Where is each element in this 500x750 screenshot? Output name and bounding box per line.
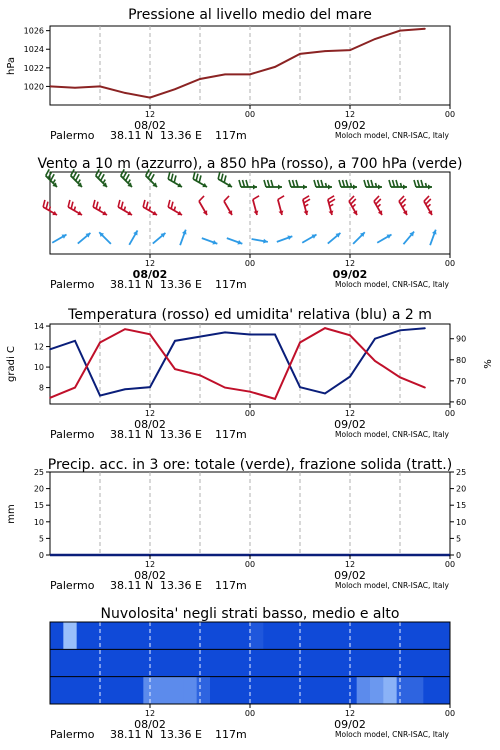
x-tick-label: 12 xyxy=(344,560,356,569)
wind-barb xyxy=(118,200,132,215)
cloud-cell xyxy=(197,649,211,677)
cloud-cell xyxy=(250,649,264,677)
cloud-cell xyxy=(330,649,344,677)
cloud-cell xyxy=(317,622,331,650)
wind-barb xyxy=(302,235,316,243)
data-point xyxy=(124,328,126,330)
cloud-cell xyxy=(370,677,384,705)
cloud-cell xyxy=(50,622,64,650)
location-name: Palermo xyxy=(50,278,95,291)
location-elevation: 117m xyxy=(215,278,247,291)
cloud-cell xyxy=(263,622,277,650)
data-point xyxy=(299,53,301,55)
location-lat: 38.11 N xyxy=(110,428,154,441)
wind-barb xyxy=(153,233,166,244)
cloud-cell xyxy=(330,677,344,705)
wind-barb xyxy=(239,180,257,190)
cloud-cell xyxy=(423,649,437,677)
data-point xyxy=(124,388,126,390)
data-point xyxy=(224,332,226,334)
panel-precipitation xyxy=(6,457,466,592)
data-point xyxy=(224,74,226,76)
location-lon: 13.36 E xyxy=(160,728,202,741)
data-point xyxy=(349,376,351,378)
x-date-label: 08/02 xyxy=(134,119,166,132)
humidity-ylabel: % xyxy=(483,359,494,369)
cloud-cell xyxy=(357,649,371,677)
data-point xyxy=(324,327,326,329)
data-point xyxy=(424,28,426,30)
wind-barb xyxy=(224,196,232,215)
cloud-cell xyxy=(117,677,131,705)
cloud-cell xyxy=(183,622,197,650)
temperature-line xyxy=(50,328,425,399)
x-date-label: 09/02 xyxy=(334,569,366,582)
cloud-cell xyxy=(370,622,384,650)
pressure-frame xyxy=(50,26,450,105)
cloud-cell xyxy=(197,622,211,650)
wind-barb xyxy=(218,172,232,187)
wind-barb xyxy=(264,180,282,190)
y-tick-label: 20 xyxy=(33,484,44,494)
data-point xyxy=(349,49,351,51)
x-date-label: 08/02 xyxy=(132,268,168,281)
wind-barb xyxy=(68,200,82,215)
cloud-cell xyxy=(157,622,171,650)
model-credit: Moloch model, CNR-ISAC, Italy xyxy=(335,430,449,439)
data-point xyxy=(199,374,201,376)
data-point xyxy=(49,397,51,399)
cloud-cell xyxy=(410,622,424,650)
data-point xyxy=(299,386,301,388)
cloud-cell xyxy=(170,649,184,677)
data-point xyxy=(424,387,426,389)
model-credit: Moloch model, CNR-ISAC, Italy xyxy=(335,280,449,289)
cloud-cell xyxy=(263,677,277,705)
cloud-cell xyxy=(77,677,91,705)
location-name: Palermo xyxy=(50,579,95,592)
cloud-cell xyxy=(130,677,144,705)
panel-cloudiness xyxy=(50,606,455,741)
y-tick-label: 1024 xyxy=(23,45,44,55)
y-tick-label: 10 xyxy=(33,517,44,527)
wind-barb xyxy=(278,196,284,215)
cloud-cell xyxy=(237,677,251,705)
cloud-cell xyxy=(357,622,371,650)
wind-barb xyxy=(364,180,382,190)
x-tick-label: 00 xyxy=(244,409,256,418)
pressure-ylabel: hPa xyxy=(6,56,17,76)
location-lat: 38.11 N xyxy=(110,579,154,592)
data-point xyxy=(349,334,351,336)
wind-barb xyxy=(374,196,382,215)
location-name: Palermo xyxy=(50,428,95,441)
data-point xyxy=(299,342,301,344)
data-point xyxy=(249,74,251,76)
y-tick-label: 10 xyxy=(33,363,44,373)
cloud-cell xyxy=(277,649,291,677)
data-point xyxy=(99,86,101,88)
y-tick-label: 0 xyxy=(456,551,462,560)
wind-barb xyxy=(78,233,91,244)
wind-barb xyxy=(277,235,293,241)
wind-barb xyxy=(227,238,243,244)
wind-barb xyxy=(399,196,407,215)
location-elevation: 117m xyxy=(215,129,247,142)
cloud-cell xyxy=(303,622,317,650)
location-name: Palermo xyxy=(50,728,95,741)
data-point xyxy=(99,395,101,397)
y-tick-label: 25 xyxy=(456,468,467,477)
cloud-cell xyxy=(157,677,171,705)
cloud-cell xyxy=(77,649,91,677)
cloud-cell xyxy=(197,677,211,705)
wind-barb xyxy=(414,180,432,190)
cloud-cell xyxy=(210,649,224,677)
cloud-cell xyxy=(437,622,451,650)
cloud-cell xyxy=(50,677,64,705)
wind-barb xyxy=(253,196,259,215)
location-elevation: 117m xyxy=(215,728,247,741)
cloud-cell xyxy=(103,622,117,650)
x-tick-label: 12 xyxy=(344,110,356,119)
wind-barb xyxy=(314,180,332,190)
cloud-cell xyxy=(117,649,131,677)
y-tick-label: 25 xyxy=(33,468,44,477)
data-point xyxy=(424,327,426,329)
data-point xyxy=(249,334,251,336)
wind-barb xyxy=(303,196,310,215)
wind-barb xyxy=(52,235,66,243)
data-point xyxy=(99,342,101,344)
y-tick-label: 5 xyxy=(38,534,44,544)
cloud-cell xyxy=(237,649,251,677)
x-date-label: 08/02 xyxy=(134,569,166,582)
y-tick-label: 80 xyxy=(456,355,467,365)
cloud-cell xyxy=(130,649,144,677)
data-point xyxy=(199,78,201,80)
cloud-cell xyxy=(90,649,104,677)
cloud-cell xyxy=(183,677,197,705)
cloudiness-title: Nuvolosita' negli strati basso, medio e alto xyxy=(100,606,400,622)
wind-barb xyxy=(168,172,182,187)
cloud-cell xyxy=(437,649,451,677)
y-tick-label: 1026 xyxy=(23,26,44,36)
location-lat: 38.11 N xyxy=(110,129,154,142)
cloud-cell xyxy=(290,677,304,705)
x-tick-label: 12 xyxy=(144,560,156,569)
cloud-cell xyxy=(290,622,304,650)
location-lon: 13.36 E xyxy=(160,129,202,142)
x-tick-label: 00 xyxy=(244,259,256,268)
data-point xyxy=(399,330,401,332)
precipitation-title: Precip. acc. in 3 ore: totale (verde), frazione solida (tratt.) xyxy=(47,457,453,473)
data-point xyxy=(274,334,276,336)
wind-barb xyxy=(202,238,218,244)
cloud-cell xyxy=(303,677,317,705)
cloud-cell xyxy=(383,622,397,650)
cloud-cell xyxy=(357,677,371,705)
location-elevation: 117m xyxy=(215,579,247,592)
cloud-cell xyxy=(77,622,91,650)
cloud-cell xyxy=(223,677,237,705)
cloud-cell xyxy=(303,649,317,677)
y-tick-label: 14 xyxy=(33,322,44,332)
pressure-line xyxy=(50,29,425,98)
x-tick-label: 12 xyxy=(344,709,356,718)
precipitation-ylabel: mm xyxy=(6,504,17,524)
y-tick-label: 8 xyxy=(38,383,44,393)
panel-wind xyxy=(37,156,462,291)
cloud-cell xyxy=(223,622,237,650)
data-point xyxy=(324,393,326,395)
cloud-cell xyxy=(277,677,291,705)
data-point xyxy=(324,50,326,52)
x-date-label: 09/02 xyxy=(334,718,366,731)
x-date-label: 09/02 xyxy=(334,119,366,132)
wind-barb xyxy=(403,232,414,245)
cloud-cell xyxy=(103,677,117,705)
location-lon: 13.36 E xyxy=(160,428,202,441)
data-point xyxy=(149,97,151,99)
data-point xyxy=(224,387,226,389)
cloud-cell xyxy=(250,622,264,650)
x-tick-label: 12 xyxy=(144,110,156,119)
cloud-cell xyxy=(437,677,451,705)
data-point xyxy=(74,340,76,342)
data-point xyxy=(124,92,126,94)
wind-barb xyxy=(129,230,137,244)
data-point xyxy=(149,333,151,335)
cloud-cell xyxy=(50,649,64,677)
wind-barb xyxy=(168,200,182,215)
wind-barb xyxy=(349,196,357,215)
data-point xyxy=(374,38,376,40)
y-tick-label: 5 xyxy=(456,534,462,544)
wind-barb xyxy=(339,180,357,190)
wind-barb xyxy=(389,180,407,190)
x-tick-label: 12 xyxy=(144,259,156,268)
y-tick-label: 12 xyxy=(33,342,44,352)
data-point xyxy=(49,348,51,350)
y-tick-label: 0 xyxy=(38,551,44,560)
wind-barb xyxy=(430,230,436,246)
cloud-cell xyxy=(63,622,77,650)
data-point xyxy=(399,377,401,379)
data-point xyxy=(174,368,176,370)
data-point xyxy=(399,30,401,32)
x-tick-label: 00 xyxy=(444,110,456,119)
y-tick-label: 1020 xyxy=(23,82,44,92)
wind-barb xyxy=(180,230,186,246)
wind-barb xyxy=(99,232,111,244)
wind-barb xyxy=(199,196,207,215)
location-name: Palermo xyxy=(50,129,95,142)
data-point xyxy=(374,360,376,362)
model-credit: Moloch model, CNR-ISAC, Italy xyxy=(335,730,449,739)
x-date-label: 08/02 xyxy=(134,718,166,731)
cloud-cell xyxy=(170,622,184,650)
model-credit: Moloch model, CNR-ISAC, Italy xyxy=(335,581,449,590)
y-tick-label: 70 xyxy=(456,376,467,386)
cloud-cell xyxy=(383,677,397,705)
wind-barb xyxy=(289,180,307,190)
y-tick-label: 60 xyxy=(456,397,467,407)
x-date-label: 08/02 xyxy=(134,418,166,431)
model-credit: Moloch model, CNR-ISAC, Italy xyxy=(335,131,449,140)
y-tick-label: 1022 xyxy=(23,63,44,73)
cloud-cell xyxy=(410,677,424,705)
data-point xyxy=(149,386,151,388)
cloud-cell xyxy=(103,649,117,677)
cloud-cell xyxy=(397,677,411,705)
wind-barb xyxy=(193,172,207,187)
cloud-cell xyxy=(277,622,291,650)
cloud-cell xyxy=(423,677,437,705)
y-tick-label: 90 xyxy=(456,334,467,344)
wind-barb xyxy=(328,233,341,244)
x-tick-label: 00 xyxy=(244,709,256,718)
cloud-cell xyxy=(210,677,224,705)
data-point xyxy=(274,398,276,400)
x-date-label: 09/02 xyxy=(334,418,366,431)
location-lon: 13.36 E xyxy=(160,579,202,592)
cloud-cell xyxy=(410,649,424,677)
location-lat: 38.11 N xyxy=(110,278,154,291)
data-point xyxy=(274,66,276,68)
panel-pressure xyxy=(6,7,455,142)
x-tick-label: 12 xyxy=(344,409,356,418)
wind-title: Vento a 10 m (azzurro), a 850 hPa (rosso), a 700 hPa (verde) xyxy=(37,156,463,172)
data-point xyxy=(174,88,176,90)
location-lon: 13.36 E xyxy=(160,278,202,291)
panel-temperature xyxy=(6,307,494,441)
wind-barb xyxy=(424,196,432,215)
x-tick-label: 12 xyxy=(144,709,156,718)
y-tick-label: 10 xyxy=(456,517,467,527)
location-lat: 38.11 N xyxy=(110,728,154,741)
data-point xyxy=(374,338,376,340)
cloud-cell xyxy=(90,677,104,705)
y-tick-label: 15 xyxy=(456,501,467,511)
cloud-cell xyxy=(317,649,331,677)
pressure-title: Pressione al livello medio del mare xyxy=(128,7,372,23)
y-tick-label: 15 xyxy=(33,501,44,511)
cloud-cell xyxy=(263,649,277,677)
wind-barb xyxy=(93,200,107,215)
cloud-cell xyxy=(317,677,331,705)
cloud-cell xyxy=(290,649,304,677)
data-point xyxy=(74,87,76,89)
data-point xyxy=(199,336,201,338)
cloud-cell xyxy=(397,622,411,650)
cloud-cell xyxy=(170,677,184,705)
cloud-cell xyxy=(250,677,264,705)
cloud-cell xyxy=(63,677,77,705)
x-tick-label: 00 xyxy=(444,259,456,268)
cloud-cell xyxy=(117,622,131,650)
temperature-ylabel: gradi C xyxy=(6,346,17,382)
cloud-cell xyxy=(90,622,104,650)
x-tick-label: 00 xyxy=(244,560,256,569)
wind-barb xyxy=(377,235,391,243)
temperature-title: Temperatura (rosso) ed umidita' relativa (blu) a 2 m xyxy=(68,307,432,323)
cloud-cell xyxy=(210,622,224,650)
x-tick-label: 00 xyxy=(444,709,456,718)
location-elevation: 117m xyxy=(215,428,247,441)
cloud-cell xyxy=(223,649,237,677)
data-point xyxy=(74,387,76,389)
wind-barb xyxy=(252,239,268,244)
cloud-cell xyxy=(370,649,384,677)
cloud-cell xyxy=(157,649,171,677)
wind-barb xyxy=(353,232,365,244)
wind-barb xyxy=(328,196,335,215)
cloud-cell xyxy=(383,649,397,677)
x-tick-label: 00 xyxy=(244,110,256,119)
cloud-cell xyxy=(330,622,344,650)
x-date-label: 09/02 xyxy=(332,268,368,281)
x-tick-label: 12 xyxy=(144,409,156,418)
cloud-cell xyxy=(183,649,197,677)
cloud-cell xyxy=(423,622,437,650)
x-tick-label: 12 xyxy=(344,259,356,268)
x-tick-label: 00 xyxy=(444,560,456,569)
cloud-cell xyxy=(397,649,411,677)
data-point xyxy=(174,340,176,342)
x-tick-label: 00 xyxy=(444,409,456,418)
data-point xyxy=(249,391,251,393)
y-tick-label: 20 xyxy=(456,484,467,494)
cloud-cell xyxy=(63,649,77,677)
cloud-cell xyxy=(237,622,251,650)
cloud-cell xyxy=(130,622,144,650)
